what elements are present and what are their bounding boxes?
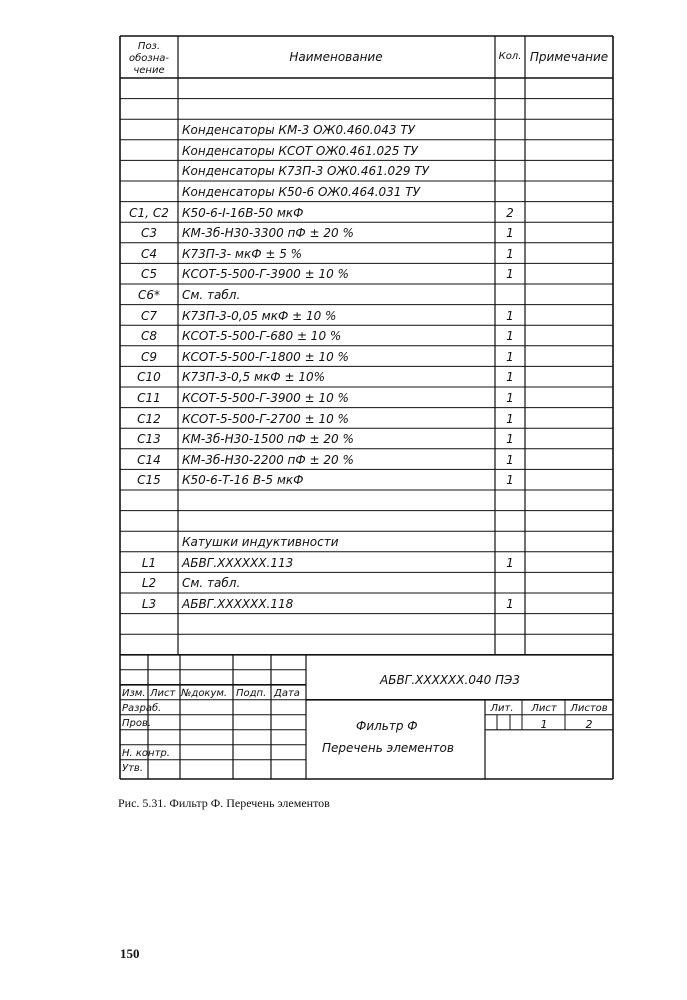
row-pos: C12	[137, 411, 161, 426]
product-name: Фильтр Ф	[356, 719, 418, 733]
row-name: См. табл.	[182, 576, 241, 591]
row-name: См. табл.	[182, 288, 241, 302]
row-qty: 1	[506, 267, 514, 282]
header-note: Примечание	[529, 50, 609, 64]
header-pos-line3: чение	[133, 65, 165, 76]
row-qty: 1	[506, 452, 514, 467]
row-pos: L1	[141, 555, 157, 570]
row-qty: 1	[506, 308, 514, 323]
row-qty: 1	[506, 246, 514, 261]
row-name: Конденсаторы К50-6 ОЖ0.464.031 ТУ	[182, 185, 420, 199]
row-name: Конденсаторы К73П-3 ОЖ0.461.029 ТУ	[182, 164, 429, 179]
row-pos: C11	[137, 391, 161, 405]
label-utv: Утв.	[122, 763, 143, 774]
listov-value: 2	[585, 718, 593, 731]
row-name: Конденсаторы КМ-3 ОЖ0.460.043 ТУ	[182, 123, 415, 138]
row-qty: 1	[506, 226, 514, 241]
row-name: КСОТ-5-500-Г-3900 ± 10 %	[182, 267, 349, 282]
label-prov: Пров.	[122, 718, 152, 729]
row-name: КСОТ-5-500-Г-680 ± 10 %	[182, 329, 342, 344]
row-qty: 1	[506, 555, 514, 570]
row-pos: C15	[137, 473, 161, 488]
doc-code: АБВГ.XXXXXX.040 ПЭ3	[380, 673, 521, 687]
row-qty: 1	[506, 329, 514, 344]
row-name: К73П-3-0,05 мкФ ± 10 %	[182, 308, 337, 323]
label-n-kontr: Н. контр.	[122, 748, 170, 759]
row-pos: C8	[140, 329, 157, 344]
col-data: Дата	[274, 688, 300, 699]
row-name: КМ-3б-Н30-1500 пФ ± 20 %	[182, 432, 354, 447]
row-qty: 1	[506, 432, 514, 447]
row-pos: C14	[137, 452, 161, 467]
row-pos: C7	[140, 308, 157, 323]
document-name: Перечень элементов	[322, 741, 454, 755]
row-pos: C5	[140, 267, 157, 282]
row-qty: 1	[506, 473, 514, 488]
header-pos-line2: обозна-	[129, 53, 169, 64]
row-pos: C9	[140, 349, 157, 364]
row-pos: L2	[141, 576, 157, 591]
figure-caption: Рис. 5.31. Фильтр Ф. Перечень элементов	[118, 796, 330, 810]
row-pos: C1, C2	[129, 205, 169, 220]
row-name: КСОТ-5-500-Г-1800 ± 10 %	[182, 349, 349, 364]
page-number: 150	[120, 946, 140, 961]
col-ndokum: №докум.	[181, 688, 228, 699]
row-name: Конденсаторы КСОТ ОЖ0.461.025 ТУ	[182, 143, 418, 158]
lit-label: Лит.	[490, 703, 514, 714]
row-pos: C3	[140, 226, 157, 241]
row-qty: 2	[506, 205, 514, 220]
row-qty: 1	[506, 370, 514, 385]
col-list: Лист	[150, 688, 176, 699]
row-name: К73П-3- мкФ ± 5 %	[182, 246, 303, 261]
row-pos: C13	[137, 432, 161, 447]
row-name: К50-6-Т-16 В-5 мкФ	[182, 473, 304, 488]
row-name: АБВГ.XXXXXX.118	[182, 597, 294, 611]
row-qty: 1	[506, 411, 514, 426]
list-value: 1	[540, 718, 548, 731]
row-name: Катушки индуктивности	[182, 535, 339, 550]
header-qty: Кол.	[498, 51, 522, 62]
row-name: АБВГ.XXXXXX.113	[182, 555, 294, 570]
row-pos: C10	[137, 370, 161, 385]
row-pos: C4	[140, 246, 157, 261]
row-qty: 1	[506, 597, 514, 611]
row-name: КМ-3б-Н30-2200 пФ ± 20 %	[182, 452, 354, 467]
col-podp: Подп.	[236, 688, 267, 699]
label-razrab: Разраб.	[122, 703, 162, 714]
col-izm: Изм.	[122, 688, 146, 699]
row-pos: C6*	[137, 288, 160, 302]
row-name: КСОТ-5-500-Г-3900 ± 10 %	[182, 391, 349, 405]
row-name: КСОТ-5-500-Г-2700 ± 10 %	[182, 411, 349, 426]
row-pos: L3	[141, 597, 157, 611]
header-pos-line1: Поз.	[137, 41, 161, 52]
row-name: К73П-3-0,5 мкФ ± 10%	[182, 370, 325, 385]
header-name: Наименование	[289, 50, 383, 64]
row-name: КМ-3б-Н30-3300 пФ ± 20 %	[182, 226, 354, 241]
row-qty: 1	[506, 391, 514, 405]
row-qty: 1	[506, 349, 514, 364]
row-name: К50-6-I-16В-50 мкФ	[182, 205, 304, 220]
list-label: Лист	[531, 703, 557, 714]
listov-label: Листов	[570, 703, 608, 714]
